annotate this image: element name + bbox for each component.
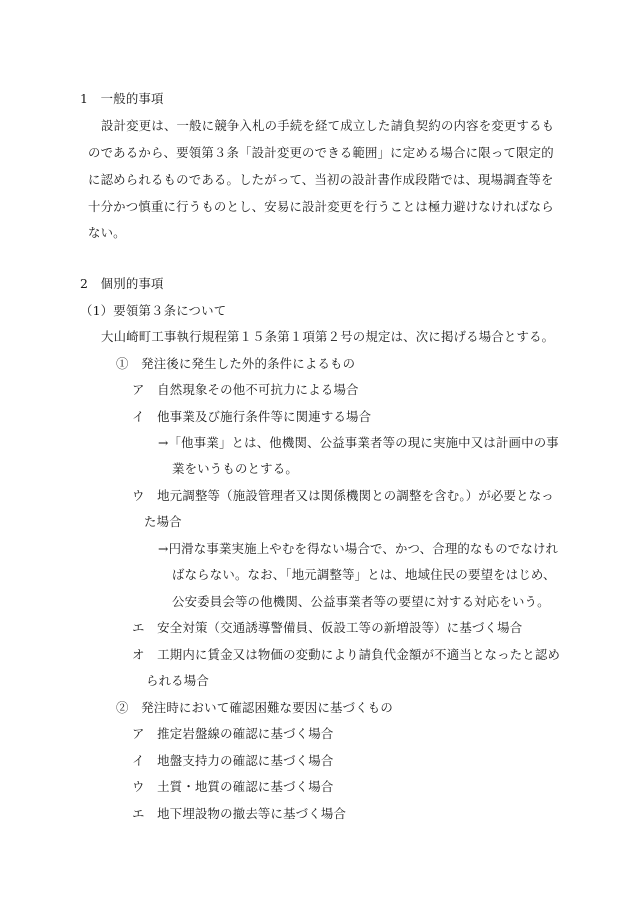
list-item-e: エ 安全対策（交通誘導警備員、仮設工等の新増設等）に基づく場合 [132,620,523,635]
subsection-heading: （1）要領第３条について [80,303,227,318]
list-item-e: エ 地下埋設物の撤去等に基づく場合 [132,806,347,821]
section-1-paragraph-line: のであるから、要領第３条「設計変更のできる範囲」に定める場合に限って限定的 [88,145,554,160]
list-item-o: オ 工期内に賃金又は物価の変動により請負代金額が不適当となったと認め [132,647,561,662]
list-item-a: ア 自然現象その他不可抗力による場合 [132,382,359,397]
section-2-heading: 2 個別的事項 [80,276,164,291]
note-line: ばならない。なお、「地元調整等」とは、地域住民の要望をはじめ、 [172,567,556,582]
list-item-u: ウ 土質・地質の確認に基づく場合 [132,779,334,794]
group-2-title: ② 発注時において確認困難な要因に基づくもの [116,700,393,715]
section-1-paragraph-line: に認められるものである。したがって、当初の設計書作成段階では、現場調査等を [88,172,554,187]
section-1-paragraph-line: ない。 [88,225,126,240]
group-1-title: ① 発注後に発生した外的条件によるもの [116,356,356,371]
note-line: 業をいうものとする。 [172,461,298,476]
note-line: →「他事業」とは、他機関、公益事業者等の現に実施中又は計画中の事 [158,435,559,450]
list-item-o-continued: られる場合 [146,673,209,688]
list-item-a: ア 推定岩盤線の確認に基づく場合 [132,726,334,741]
section-1-paragraph-line: 設計変更は、一般に競争入札の手続を経て成立した請負契約の内容を変更するも [101,118,555,133]
list-item-i: イ 地盤支持力の確認に基づく場合 [132,753,334,768]
list-item-u-continued: た場合 [144,514,182,529]
section-1-heading: 1 一般的事項 [80,91,164,106]
note-line: →円滑な事業実施上やむを得ない場合で、かつ、合理的なものでなけれ [158,541,559,556]
note-line: 公安委員会等の他機関、公益事業者等の要望に対する対応をいう。 [172,594,550,609]
list-item-u: ウ 地元調整等（施設管理者又は関係機関との調整を含む。）が必要となっ [132,488,554,503]
section-1-paragraph-line: 十分かつ慎重に行うものとし、安易に設計変更を行うことは極力避けなければなら [88,199,554,214]
list-item-i: イ 他事業及び施行条件等に関連する場合 [132,409,372,424]
intro-text: 大山崎町工事執行規程第１５条第１項第２号の規定は、次に掲げる場合とする。 [101,329,555,344]
